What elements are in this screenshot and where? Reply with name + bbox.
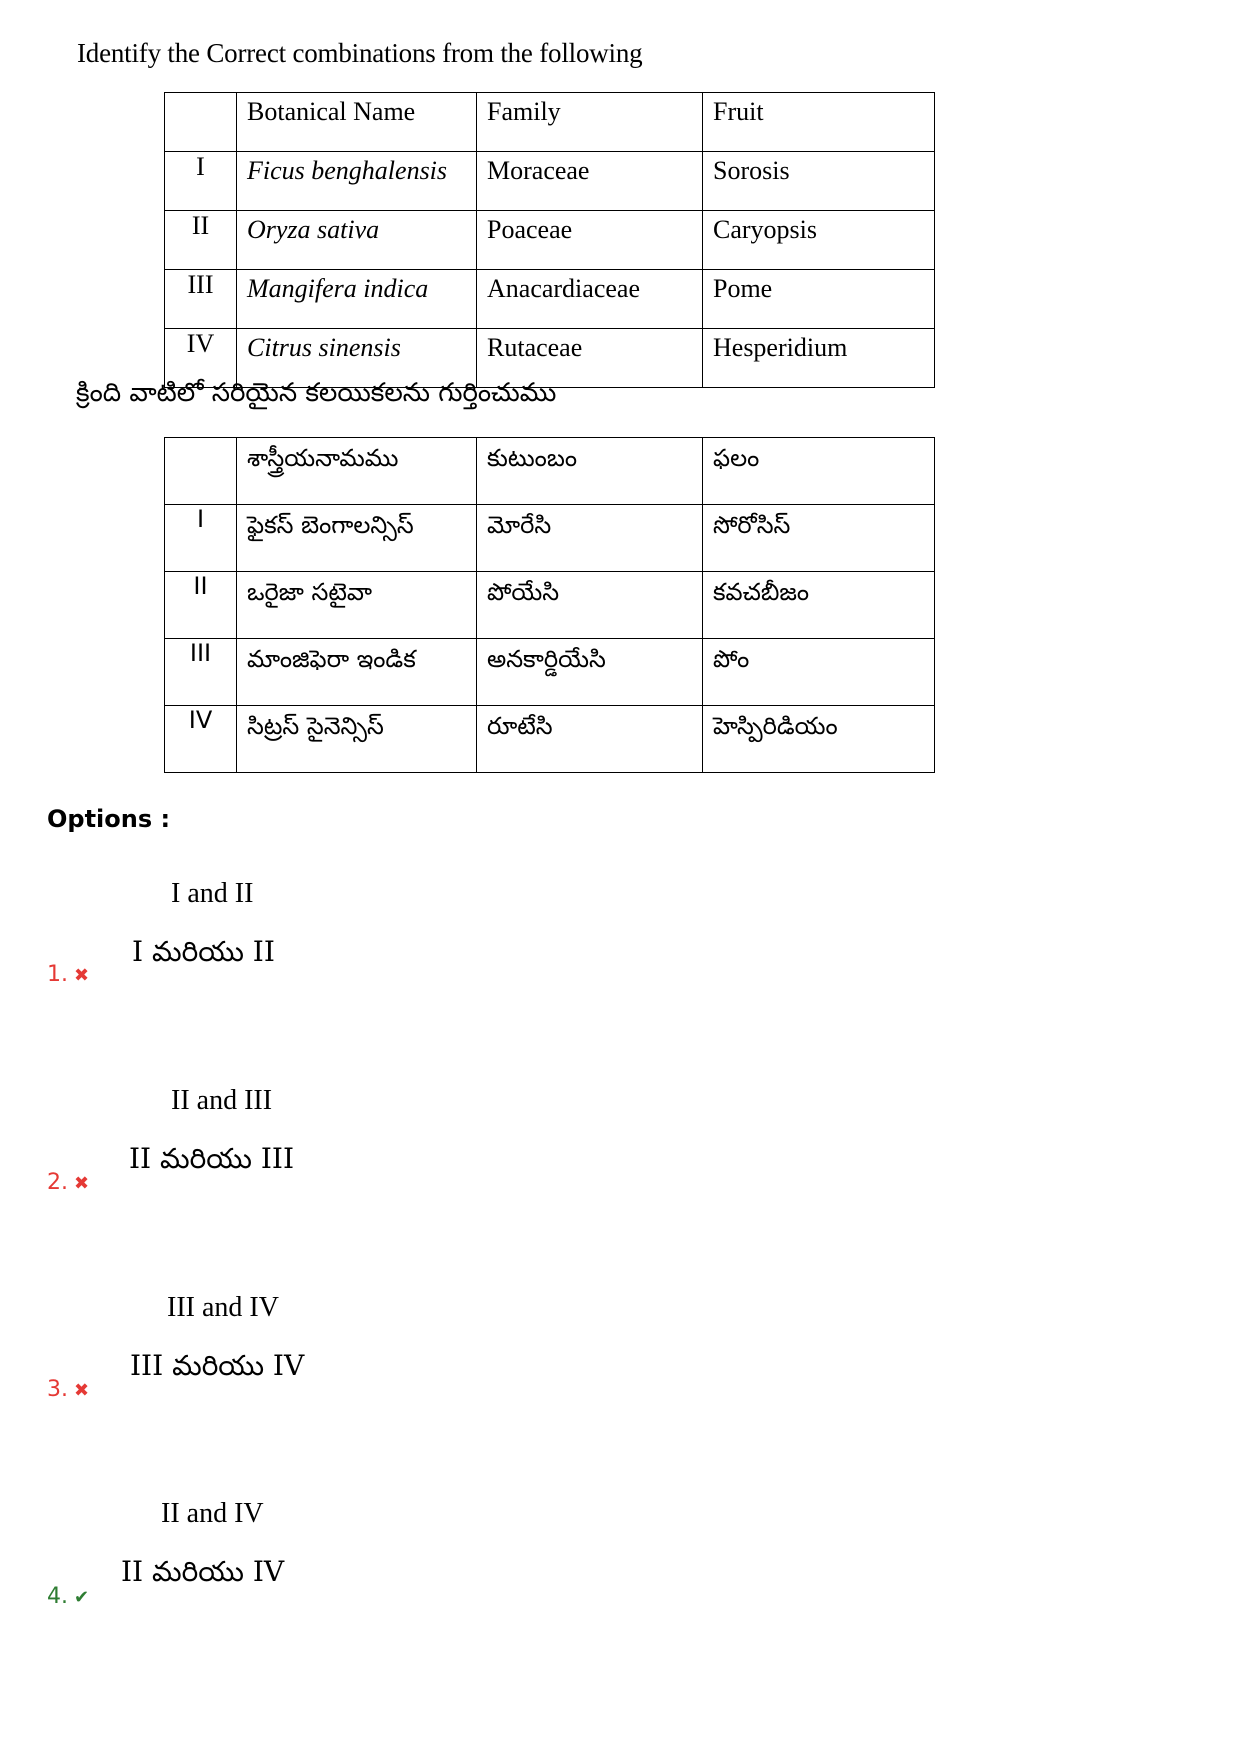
- table-row: [165, 639, 935, 706]
- table-row: [165, 572, 935, 639]
- row-numeral: II: [165, 572, 237, 639]
- family-cell: Rutaceae: [477, 329, 703, 388]
- fruit-cell: సోరోసిస్: [703, 505, 935, 572]
- row-numeral: III: [165, 270, 237, 329]
- table-row: [165, 505, 935, 572]
- table-row: [165, 706, 935, 773]
- option-2[interactable]: [47, 1170, 89, 1195]
- botanical-name-cell: Ficus benghalensis: [237, 152, 477, 211]
- botanical-name-cell: ఒరైజా సటైవా: [237, 572, 477, 639]
- table-row: [165, 152, 935, 211]
- family-cell: అనకార్డియేసి: [477, 639, 703, 706]
- check-icon: ✔: [74, 1587, 90, 1608]
- cross-icon: ✖: [74, 1380, 90, 1401]
- option-2-text-te: II మరియు III: [129, 1142, 295, 1175]
- botanical-name-cell: సిట్రస్ సైనెన్సిస్: [237, 706, 477, 773]
- option-1[interactable]: [47, 962, 89, 987]
- botanical-name-cell: Mangifera indica: [237, 270, 477, 329]
- botanical-table-en: [164, 92, 935, 388]
- option-number: 3.: [47, 1377, 68, 1402]
- header-cell: Fruit: [703, 93, 935, 152]
- family-cell: మోరేసి: [477, 505, 703, 572]
- cross-icon: ✖: [74, 1173, 90, 1194]
- header-cell: [165, 438, 237, 505]
- family-cell: రూటేసి: [477, 706, 703, 773]
- fruit-cell: పోం: [703, 639, 935, 706]
- row-numeral: II: [165, 211, 237, 270]
- options-label: Options :: [47, 805, 171, 833]
- fruit-cell: Sorosis: [703, 152, 935, 211]
- option-4-text-en: II and IV: [161, 1498, 264, 1529]
- option-number: 2.: [47, 1170, 68, 1195]
- fruit-cell: Hesperidium: [703, 329, 935, 388]
- row-numeral: I: [165, 152, 237, 211]
- header-cell: శాస్త్రీయనామము: [237, 438, 477, 505]
- header-cell: Family: [477, 93, 703, 152]
- botanical-name-cell: ఫైకస్ బెంగాలన్సిస్: [237, 505, 477, 572]
- header-cell: [165, 93, 237, 152]
- row-numeral: III: [165, 639, 237, 706]
- family-cell: Moraceae: [477, 152, 703, 211]
- option-number: 4.: [47, 1584, 68, 1609]
- botanical-name-cell: Oryza sativa: [237, 211, 477, 270]
- botanical-table-te: [164, 437, 935, 773]
- table-row: [165, 270, 935, 329]
- option-3[interactable]: [47, 1377, 89, 1402]
- header-cell: Botanical Name: [237, 93, 477, 152]
- option-1-text-en: I and II: [171, 878, 254, 909]
- family-cell: Anacardiaceae: [477, 270, 703, 329]
- question-title-te: క్రింది వాటిలో సరియైన కలయికలను గుర్తించుము: [76, 378, 557, 408]
- table-header-row: [165, 93, 935, 152]
- header-cell: కుటుంబం: [477, 438, 703, 505]
- row-numeral: IV: [165, 706, 237, 773]
- option-number: 1.: [47, 962, 68, 987]
- family-cell: పోయేసి: [477, 572, 703, 639]
- family-cell: Poaceae: [477, 211, 703, 270]
- question-title-en: Identify the Correct combinations from the following: [77, 38, 643, 68]
- botanical-name-cell: Citrus sinensis: [237, 329, 477, 388]
- header-cell: ఫలం: [703, 438, 935, 505]
- row-numeral: I: [165, 505, 237, 572]
- fruit-cell: హెస్పిరిడియం: [703, 706, 935, 773]
- fruit-cell: Pome: [703, 270, 935, 329]
- option-1-text-te: I మరియు II: [132, 935, 275, 968]
- option-2-text-en: II and III: [171, 1085, 273, 1116]
- table-row: [165, 211, 935, 270]
- table-header-row: [165, 438, 935, 505]
- cross-icon: ✖: [74, 965, 90, 986]
- row-numeral: IV: [165, 329, 237, 388]
- fruit-cell: కవచబీజం: [703, 572, 935, 639]
- fruit-cell: Caryopsis: [703, 211, 935, 270]
- option-4[interactable]: [47, 1584, 89, 1609]
- option-3-text-te: III మరియు IV: [130, 1349, 305, 1382]
- option-3-text-en: III and IV: [167, 1292, 279, 1323]
- option-4-text-te: II మరియు IV: [121, 1555, 285, 1588]
- botanical-name-cell: మాంజిఫెరా ఇండిక: [237, 639, 477, 706]
